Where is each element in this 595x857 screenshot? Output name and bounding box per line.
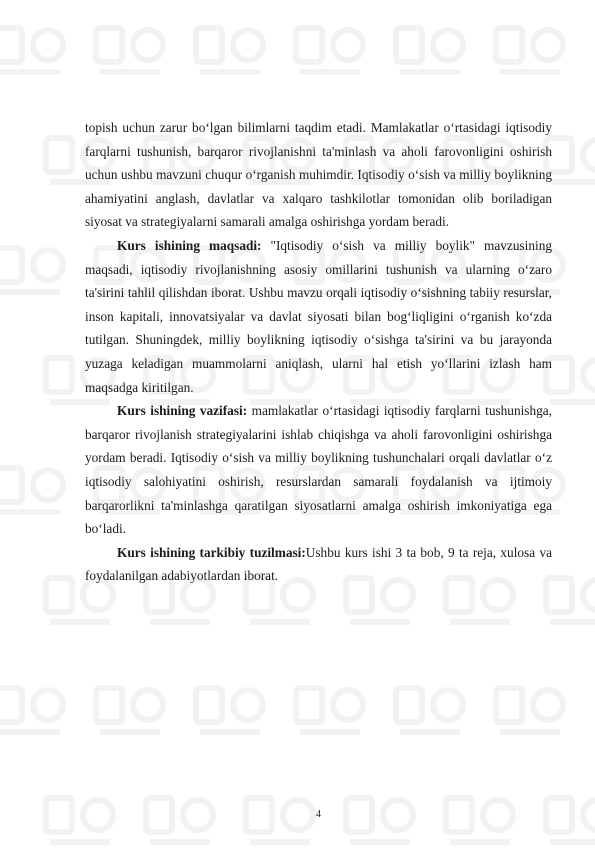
- paragraph-text: topish uchun zarur bo‘lgan bilimlarni taqdim etadi. Mamlakatlar o‘rtasidagi iqtisodiy farqlarni tushunish, barqaror rivojlanishni ta'minlash va aholi farovonligini oshirish uchun ushbu mavzuni chuqur o‘rganish muhimdir. Iqtisodiy o‘sish va milliy boylikning ahamiyatini anglash, davlatlar va xalqaro tashkilotlar tomonidan olib boriladigan siyosat va strategiyalarni samarali amalga oshirishga yordam beradi.: [85, 120, 552, 230]
- docs-watermark-icon: [0, 240, 70, 302]
- docs-watermark-icon: [340, 790, 420, 852]
- docs-watermark-icon: [190, 20, 270, 82]
- paragraph-structure: [85, 541, 552, 588]
- docs-watermark-icon: [90, 680, 170, 742]
- docs-watermark-icon: [390, 20, 470, 82]
- paragraph-text-structure: Ushbu kurs ishi 3 ta bob, 9 ta reja, xulosa va foydalanilgan adabiyotlardan iborat.: [85, 544, 552, 584]
- docs-watermark-icon: [290, 680, 370, 742]
- paragraph-lead-task: Kurs ishining vazifasi:: [117, 403, 248, 419]
- docs-watermark-icon: [90, 20, 170, 82]
- paragraph-lead-goal: Kurs ishining maqsadi:: [117, 237, 262, 253]
- docs-watermark-icon: [0, 460, 70, 522]
- page-number: 4: [316, 809, 321, 820]
- docs-watermark-icon: [440, 790, 520, 852]
- paragraph-text-goal: "Iqtisodiy o‘sish va milliy boylik" mavzusining maqsadi, iqtisodiy rivojlanishning asosiy omillarini tushunish va ularning o‘zaro ta'sirini tahlil qilishdan iborat. Ushbu mavzu orqali iqtisodiy o‘sishning tabiiy resurslar, inson kapitali, innovatsiyalar va davlat siyosati bilan bog‘liqligini o‘rganish ko‘zda tutilgan. Shuningdek, milliy boylikning iqtisodiy o‘sishga ta'sirini va bu jarayonda yuzaga keladigan muammolarni aniqlash, ularni hal etish yo‘llarini izlash ham maqsadga kiritilgan.: [85, 237, 552, 395]
- docs-watermark-icon: [140, 790, 220, 852]
- document-body: [85, 116, 552, 588]
- paragraph-goal: [85, 234, 552, 399]
- docs-watermark-icon: [0, 20, 70, 82]
- paragraph-intro-continuation: [85, 116, 552, 234]
- docs-watermark-icon: [490, 680, 570, 742]
- docs-watermark-icon: [390, 680, 470, 742]
- paragraph-text-task: mamlakatlar o‘rtasidagi iqtisodiy farqlarni tushunishga, barqaror rivojlanish strategiyalarini ishlab chiqishga va aholi farovonligini oshirishga yordam beradi. Iqtisodiy o‘sish va milliy boylikning tushunchalari orqali davlatlar o‘z iqtisodiy salohiyatini oshirish, resurslardan samarali foydalanish va ijtimoiy barqarorlikni ta'minlashga qaratilgan siyosatlarni amalga oshirish imkoniyatiga ega bo‘ladi.: [85, 403, 552, 537]
- docs-watermark-icon: [540, 790, 595, 852]
- paragraph-task: [85, 399, 552, 541]
- docs-watermark-icon: [190, 680, 270, 742]
- docs-watermark-icon: [290, 20, 370, 82]
- docs-watermark-icon: [490, 20, 570, 82]
- paragraph-lead-structure: Kurs ishining tarkibiy tuzilmasi:: [117, 544, 306, 560]
- docs-watermark-icon: [40, 790, 120, 852]
- docs-watermark-icon: [240, 790, 320, 852]
- docs-watermark-icon: [0, 680, 70, 742]
